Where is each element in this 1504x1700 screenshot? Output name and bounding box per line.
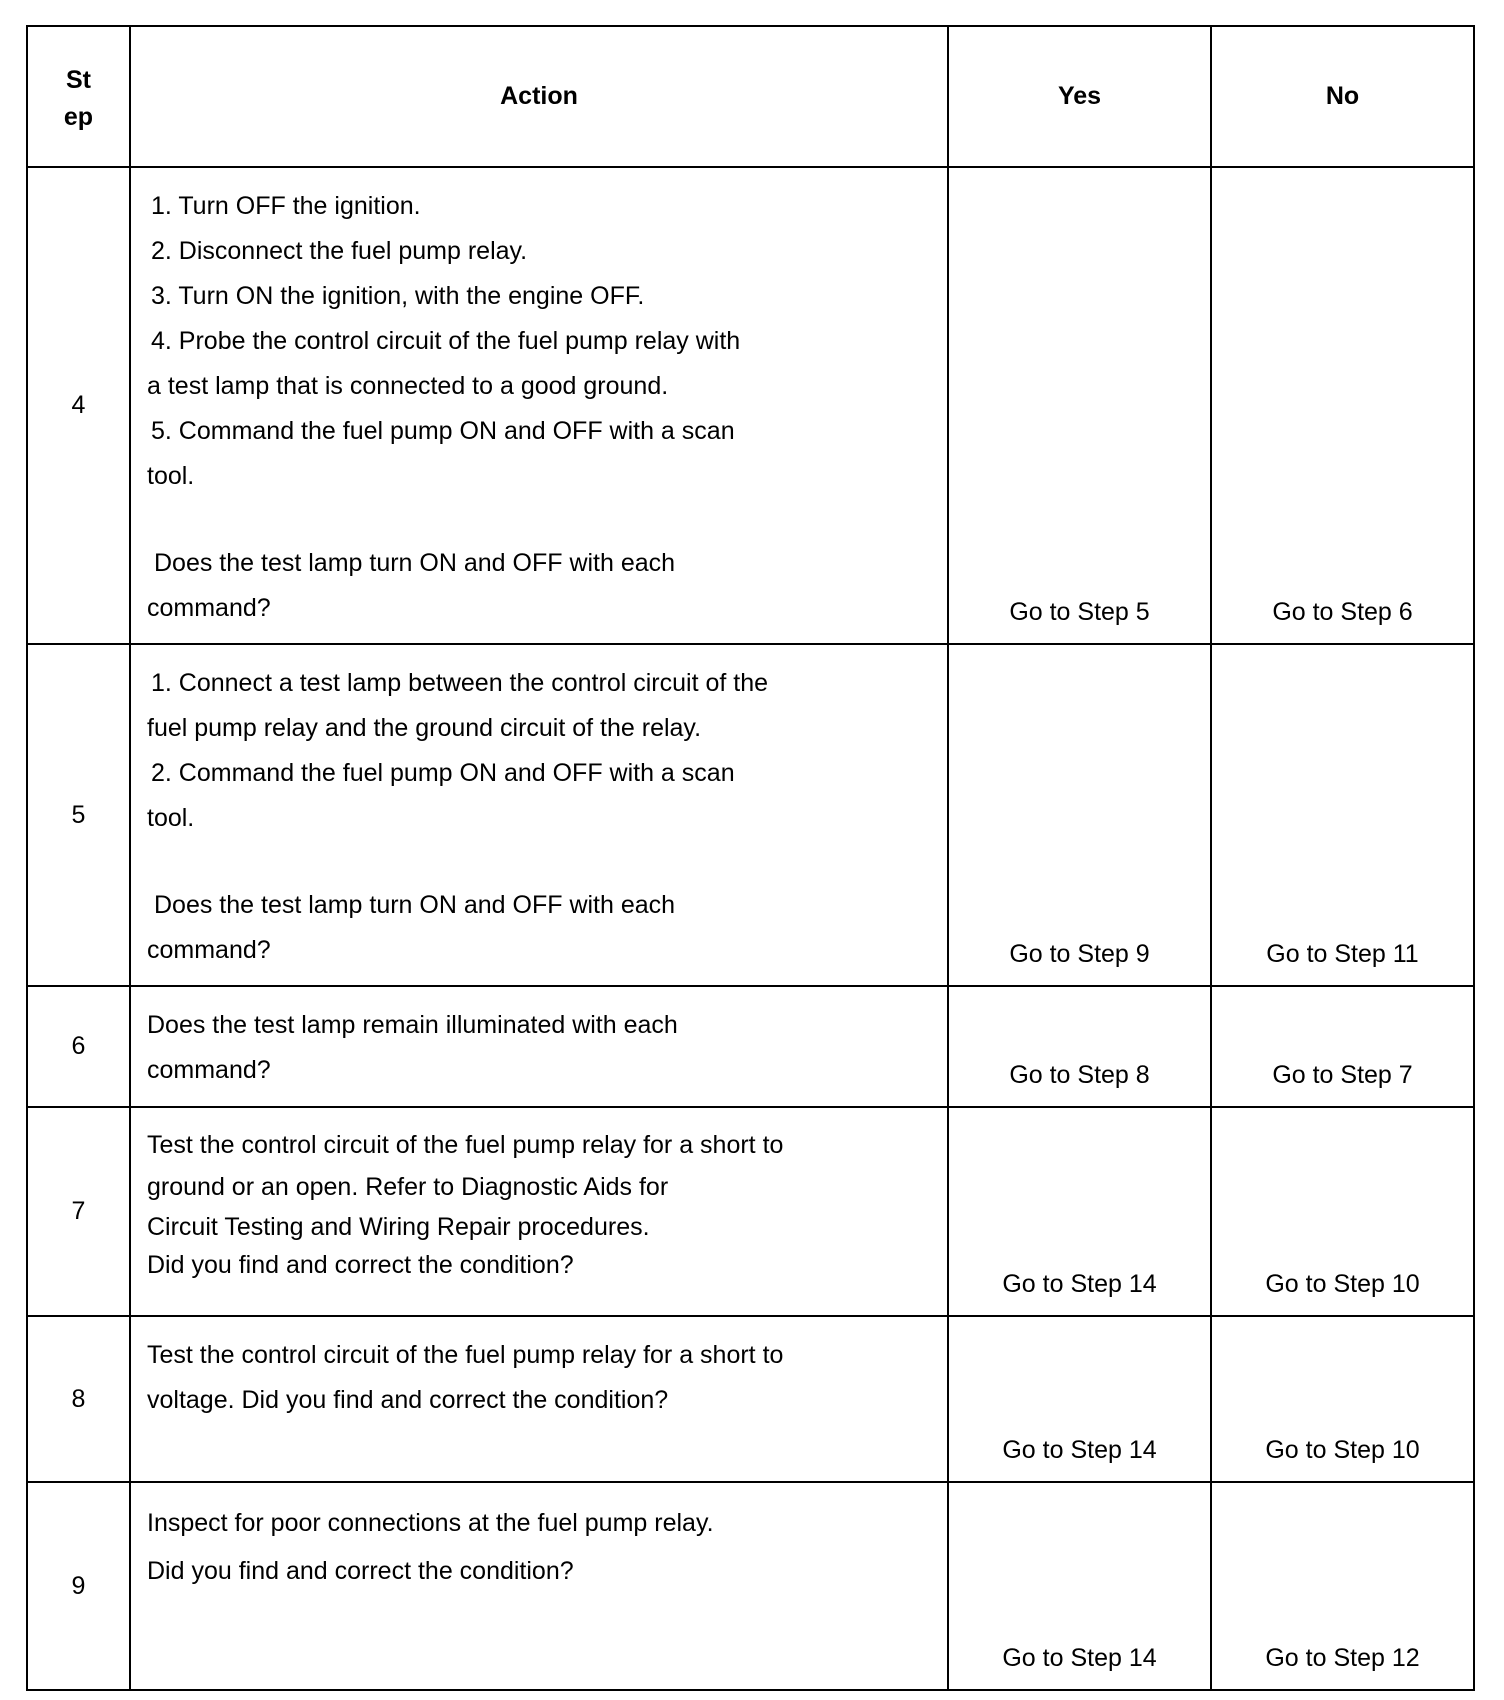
action-line: Inspect for poor connections at the fuel pump relay. [147,1509,714,1537]
no-cell [1211,1482,1474,1690]
action-line: 1. Connect a test lamp between the control circuit of the [151,669,769,697]
action-cell [130,1107,948,1316]
yes-target: Go to Step 14 [1002,1436,1157,1464]
action-question: Does the test lamp turn ON and OFF with each [154,549,676,577]
step-number: 7 [27,1107,130,1316]
header-no: No [1211,26,1474,167]
action-line: Circuit Testing and Wiring Repair procedures. [147,1213,650,1241]
diagnostic-table [26,25,1475,1691]
header-yes: Yes [948,26,1211,167]
action-line: tool. [147,804,195,832]
no-target: Go to Step 10 [1265,1436,1420,1464]
step-number: 8 [27,1316,130,1482]
action-cell [130,167,948,644]
no-cell [1211,1316,1474,1482]
yes-target: Go to Step 8 [1009,1061,1150,1089]
action-line: fuel pump relay and the ground circuit of the relay. [147,714,702,742]
action-line: 2. Disconnect the fuel pump relay. [151,237,528,265]
action-line: 1. Turn OFF the ignition. [151,192,421,220]
action-cell [130,986,948,1107]
action-cell [130,1316,948,1482]
no-target: Go to Step 10 [1265,1270,1420,1298]
yes-cell [948,644,1211,986]
no-target: Go to Step 7 [1272,1061,1413,1089]
no-cell [1211,1107,1474,1316]
header-step [27,26,130,167]
yes-target: Go to Step 14 [1002,1270,1157,1298]
action-line: Did you find and correct the condition? [147,1557,574,1585]
action-question: command? [147,936,271,964]
action-line: Test the control circuit of the fuel pump relay for a short to [147,1131,784,1159]
action-line: 2. Command the fuel pump ON and OFF with a scan [151,759,735,787]
step-number: 5 [27,644,130,986]
action-cell [130,644,948,986]
action-question: command? [147,594,271,622]
table-row [27,1107,1474,1316]
yes-cell [948,167,1211,644]
action-question: Does the test lamp turn ON and OFF with each [154,891,676,919]
action-line: voltage. Did you find and correct the condition? [147,1386,669,1414]
action-line: tool. [147,462,195,490]
action-line: ground or an open. Refer to Diagnostic Aids for [147,1173,669,1201]
yes-target: Go to Step 5 [1009,598,1150,626]
action-line: a test lamp that is connected to a good ground. [147,372,669,400]
no-target: Go to Step 11 [1266,940,1419,968]
table-row [27,167,1474,644]
yes-cell [948,1482,1211,1690]
no-cell [1211,167,1474,644]
action-line: Test the control circuit of the fuel pump relay for a short to [147,1341,784,1369]
header-action: Action [130,26,948,167]
table-row [27,986,1474,1107]
header-step-line1: St [66,65,91,94]
table-header-row [27,26,1474,167]
action-line: 3. Turn ON the ignition, with the engine OFF. [151,282,645,310]
table-row [27,1482,1474,1690]
table-row [27,1316,1474,1482]
action-line: 5. Command the fuel pump ON and OFF with a scan [151,417,735,445]
step-number: 6 [27,986,130,1107]
no-target: Go to Step 12 [1265,1644,1420,1672]
step-number: 9 [27,1482,130,1690]
action-line: 4. Probe the control circuit of the fuel pump relay with [151,327,741,355]
yes-target: Go to Step 9 [1009,940,1150,968]
yes-cell [948,1107,1211,1316]
no-cell [1211,986,1474,1107]
action-cell [130,1482,948,1690]
yes-cell [948,986,1211,1107]
yes-target: Go to Step 14 [1002,1644,1157,1672]
header-step-line2: ep [63,102,94,131]
action-line: command? [147,1056,271,1084]
no-target: Go to Step 6 [1272,598,1413,626]
action-line: Does the test lamp remain illuminated with each [147,1011,678,1039]
step-number: 4 [27,167,130,644]
no-cell [1211,644,1474,986]
table-row [27,644,1474,986]
yes-cell [948,1316,1211,1482]
action-line: Did you find and correct the condition? [147,1251,574,1279]
